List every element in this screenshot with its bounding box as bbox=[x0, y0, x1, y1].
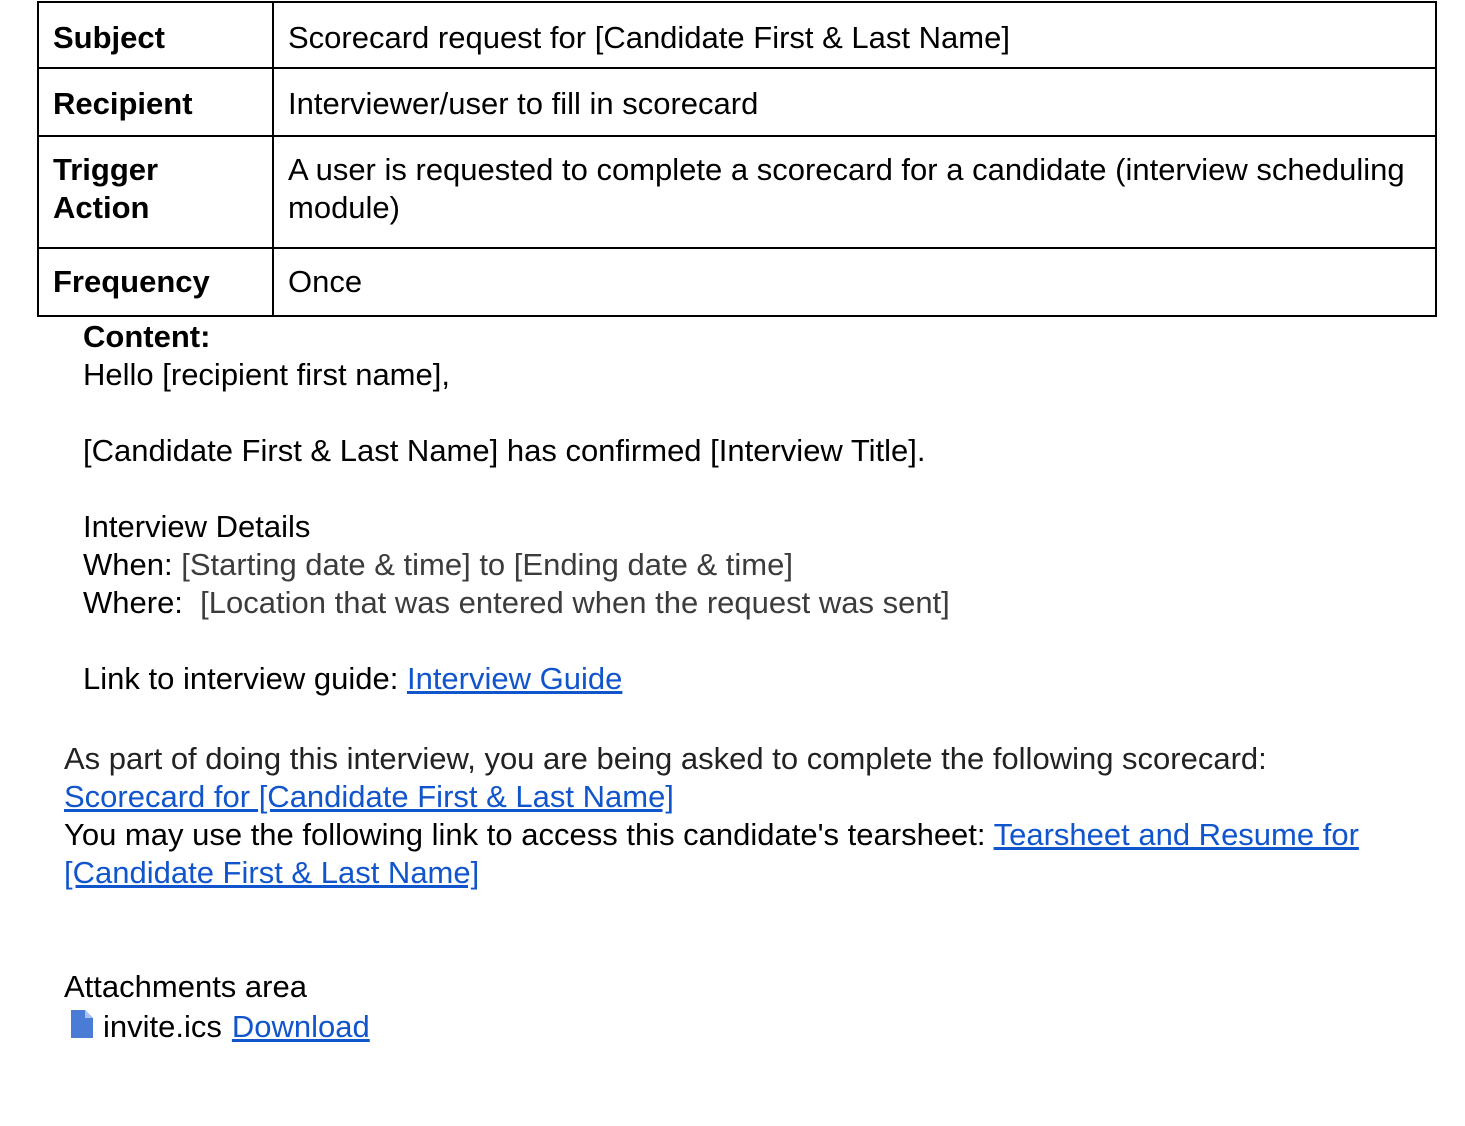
trigger-action-label: Trigger Action bbox=[38, 136, 273, 248]
trigger-action-value: A user is requested to complete a scorecard for a candidate (interview scheduling module) bbox=[273, 136, 1436, 248]
when-label: When: bbox=[83, 547, 173, 582]
tearsheet-line bbox=[64, 816, 1424, 892]
when-line bbox=[83, 546, 1423, 584]
guide-line bbox=[83, 660, 1423, 698]
recipient-value: Interviewer/user to fill in scorecard bbox=[273, 68, 1436, 136]
guide-label: Link to interview guide: bbox=[83, 661, 399, 696]
content-heading: Content: bbox=[83, 319, 211, 354]
scorecard-intro: As part of doing this interview, you are being asked to complete the following scorecard: bbox=[64, 741, 1267, 776]
recipient-label: Recipient bbox=[38, 68, 273, 136]
table-row bbox=[38, 2, 1436, 68]
confirmation-line: [Candidate First & Last Name] has confirmed [Interview Title]. bbox=[83, 433, 926, 468]
interview-guide-link[interactable]: Interview Guide bbox=[406, 661, 623, 696]
file-icon bbox=[71, 1010, 93, 1038]
frequency-value: Once bbox=[273, 248, 1436, 316]
attachment-filename: invite.ics bbox=[103, 1009, 222, 1044]
scorecard-section bbox=[64, 740, 1424, 892]
attachment-item bbox=[64, 1007, 370, 1047]
where-line bbox=[83, 584, 1423, 622]
interview-details-heading: Interview Details bbox=[83, 509, 311, 544]
tearsheet-link[interactable]: Tearsheet and Resume for [Candidate First & Last Name] bbox=[64, 817, 1359, 890]
attachments-area bbox=[64, 967, 370, 1047]
frequency-label: Frequency bbox=[38, 248, 273, 316]
scorecard-link[interactable]: Scorecard for [Candidate First & Last Name] bbox=[64, 779, 674, 814]
download-link[interactable]: Download bbox=[231, 1009, 370, 1044]
where-label: Where: bbox=[83, 585, 183, 620]
tearsheet-label: You may use the following link to access this candidate's tearsheet: bbox=[64, 817, 986, 852]
table-row bbox=[38, 68, 1436, 136]
when-value: [Starting date & time] to [Ending date & time] bbox=[181, 547, 793, 582]
greeting-line: Hello [recipient first name], bbox=[83, 357, 450, 392]
attachments-heading: Attachments area bbox=[64, 969, 307, 1004]
email-spec-table bbox=[37, 1, 1437, 317]
subject-label: Subject bbox=[38, 2, 273, 68]
table-row bbox=[38, 248, 1436, 316]
subject-value: Scorecard request for [Candidate First & Last Name] bbox=[273, 2, 1436, 68]
email-content bbox=[83, 318, 1423, 698]
table-row bbox=[38, 136, 1436, 248]
where-value: [Location that was entered when the request was sent] bbox=[200, 585, 950, 620]
